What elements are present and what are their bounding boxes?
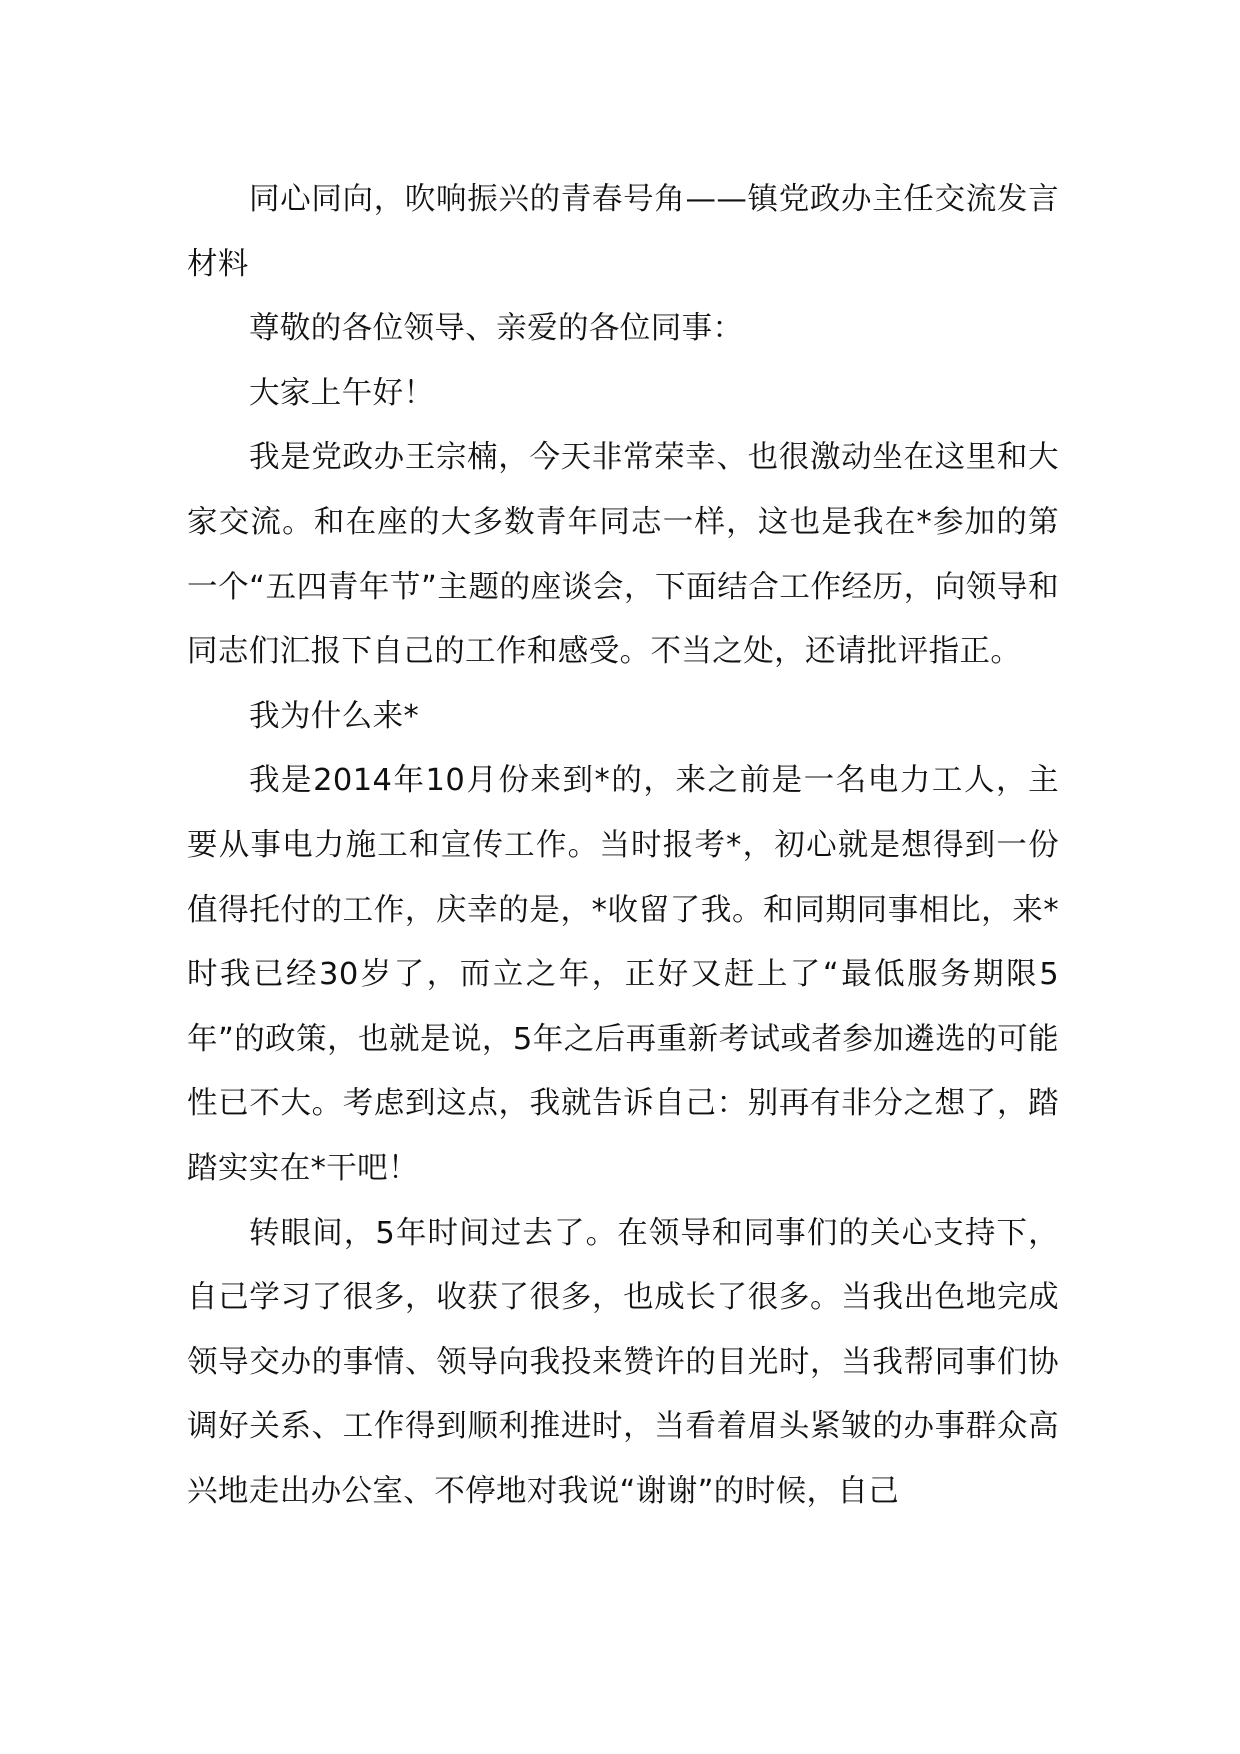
section-heading: 我为什么来* (249, 698, 420, 734)
document-title: 同心同向，吹响振兴的青春号角——镇党政办主任交流发言材料 (187, 182, 1059, 282)
paragraph-background: 我是2014年10月份来到*的，来之前是一名电力工人，主要从事电力施工和宣传工作。当时报考*，初心就是想得到一份值得托付的工作，庆幸的是，*收留了我。和同期同事相比，来*时我已经30岁了，而立之年，正好又赶上了“最低服务期限5年”的政策，也就是说，5年之后再重新考试或者参加遴选的可能性已不大。考虑到这点，我就告诉自己：别再有非分之想了，踏踏实实在*干吧！ (187, 763, 1059, 1186)
greeting: 大家上午好！ (249, 375, 435, 411)
paragraph-intro: 我是党政办王宗楠，今天非常荣幸、也很激动坐在这里和大家交流。和在座的大多数青年同志一样，这也是我在*参加的第一个“五四青年节”主题的座谈会，下面结合工作经历，向领导和同志们汇报下自己的工作和感受。不当之处，还请批评指正。 (187, 440, 1059, 670)
document-body (187, 168, 1059, 1524)
salutation: 尊敬的各位领导、亲爱的各位同事： (249, 311, 744, 347)
paragraph-growth: 转眼间，5年时间过去了。在领导和同事们的关心支持下，自己学习了很多，收获了很多，也成长了很多。当我出色地完成领导交办的事情、领导向我投来赞许的目光时，当我帮同事们协调好关系、工作得到顺利推进时，当看着眉头紧皱的办事群众高兴地走出办公室、不停地对我说“谢谢”的时候，自己 (187, 1215, 1059, 1509)
